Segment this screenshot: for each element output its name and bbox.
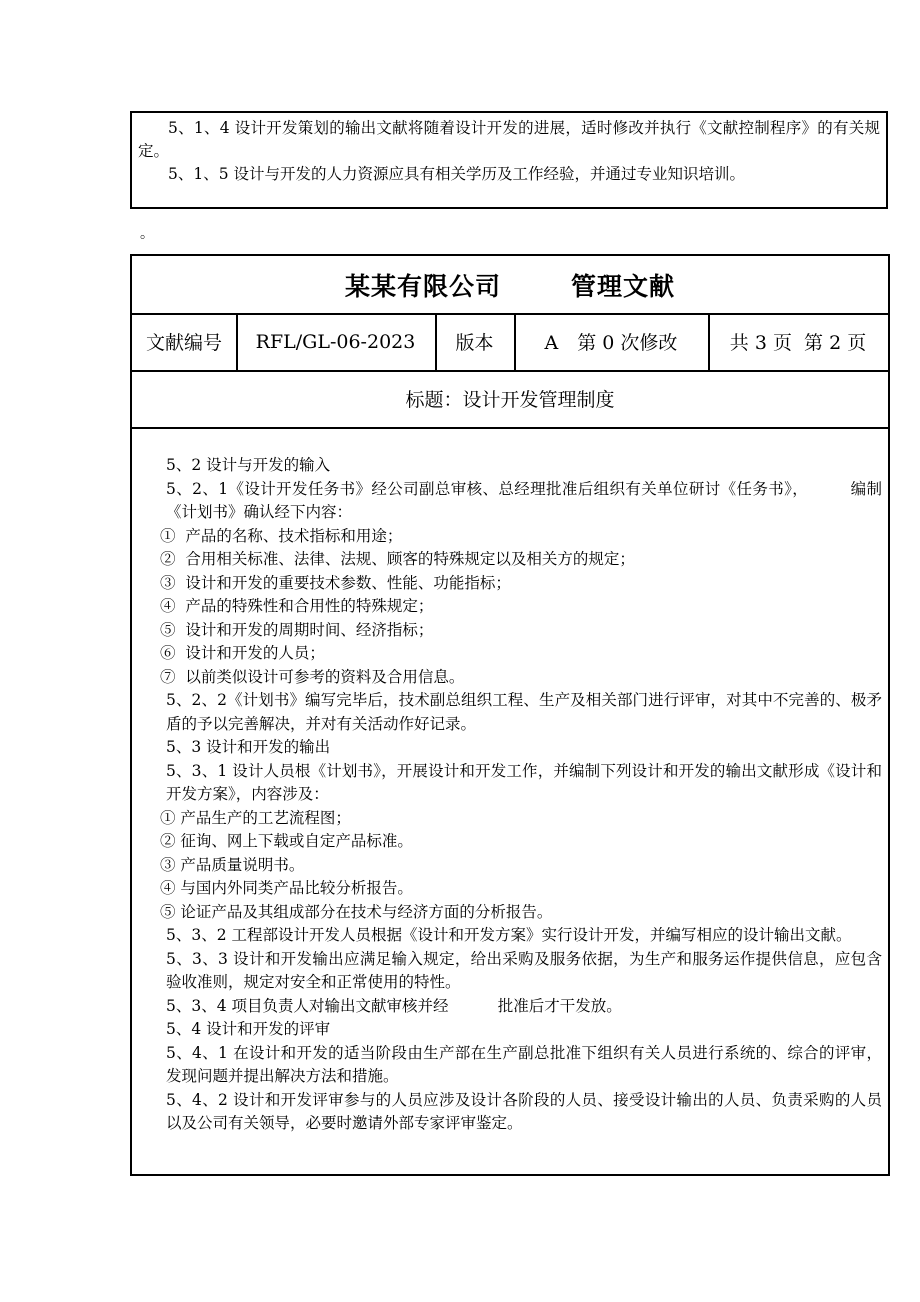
clause-5-1-5: 5、1、5 设计与开发的人力资源应具有相关学历及工作经验，并通过专业知识培训。 xyxy=(168,165,746,183)
separator-dot: 。 xyxy=(140,226,154,242)
company-name: 某某有限公司 xyxy=(344,271,501,301)
company-header-row xyxy=(132,256,888,315)
version-label: 版本 xyxy=(435,313,516,370)
list-item: ① 产品的名称、技术指标和用途； xyxy=(160,526,403,545)
body-line: 5、3 设计和开发的输出 xyxy=(166,738,331,756)
body-line: 5、3、2 工程部设计开发人员根据《设计和开发方案》实行设计开发，并编写相应的设计输出文献。 xyxy=(166,926,852,944)
continuation-text-box xyxy=(130,111,888,209)
doc-number-value: RFL/GL-06-2023 xyxy=(236,313,437,370)
body-line: 5、4 设计和开发的评审 xyxy=(166,1020,331,1038)
list-item: ② 征询、网上下载或自定产品标准。 xyxy=(160,832,413,850)
body-line: 5、2、1《设计开发任务书》经公司副总审核、总经理批准后组织有关单位研讨《任务书》， 编制《计划书》确认经下内容： xyxy=(166,479,882,521)
page-count: 共 3 页 第 2 页 xyxy=(729,332,867,354)
list-item: ① 产品生产的工艺流程图； xyxy=(160,808,351,827)
list-item: ④ 与国内外同类产品比较分析报告。 xyxy=(160,879,413,897)
document-body xyxy=(160,454,882,1136)
title-row xyxy=(132,370,888,429)
version-value: A 第 0 次修改 xyxy=(514,313,710,370)
body-line: 5、3、1 设计人员根《计划书》，开展设计和开发工作，并编制下列设计和开发的输出文献形成《设计和开发方案》，内容涉及： xyxy=(166,761,882,803)
body-line: 5、2、2《计划书》编写完毕后，技术副总组织工程、生产及相关部门进行评审，对其中不完善的、极矛盾的予以完善解决，并对有关活动作好记录。 xyxy=(166,691,882,733)
list-item: ② 合用相关标准、法律、法规、顾客的特殊规定以及相关方的规定； xyxy=(160,550,635,568)
list-item: ⑤ 设计和开发的周期时间、经济指标； xyxy=(160,620,434,639)
document-type: 管理文献 xyxy=(571,271,676,301)
list-item: ③ 设计和开发的重要技术参数、性能、功能指标； xyxy=(160,573,511,592)
body-line: 5、4、1 在设计和开发的适当阶段由生产部在生产副总批准下组织有关人员进行系统的、综合的评审，发现问题并提出解决方法和措施。 xyxy=(166,1043,882,1085)
list-item: ③ 产品质量说明书。 xyxy=(160,855,305,874)
body-line: 5、4、2 设计和开发评审参与的人员应涉及设计各阶段的人员、接受设计输出的人员、负责采购的人员以及公司有关领导，必要时邀请外部专家评审鉴定。 xyxy=(166,1090,882,1132)
clause-5-1-4: 5、1、4 设计开发策划的输出文献将随着设计开发的进展，适时修改并执行《文献控制程序》的有关规定。 xyxy=(138,119,880,160)
list-item: ⑦ 以前类似设计可参考的资料及合用信息。 xyxy=(160,667,465,686)
list-item: ④ 产品的特殊性和合用性的特殊规定； xyxy=(160,597,434,615)
document-title: 标题：设计开发管理制度 xyxy=(405,389,615,411)
document-table xyxy=(130,254,890,1176)
list-item: ⑥ 设计和开发的人员； xyxy=(160,644,325,662)
doc-number-label: 文献编号 xyxy=(132,313,238,370)
doc-info-row xyxy=(132,313,888,372)
body-line: 5、3、4 项目负责人对输出文献审核并经 批准后才干发放。 xyxy=(166,996,622,1015)
body-line: 5、2 设计与开发的输入 xyxy=(166,456,331,474)
list-item: ⑤ 论证产品及其组成部分在技术与经济方面的分析报告。 xyxy=(160,902,553,921)
body-line: 5、3、3 设计和开发输出应满足输入规定，给出采购及服务依据，为生产和服务运作提供信息，应包含验收准则，规定对安全和正常使用的特性。 xyxy=(166,949,882,991)
